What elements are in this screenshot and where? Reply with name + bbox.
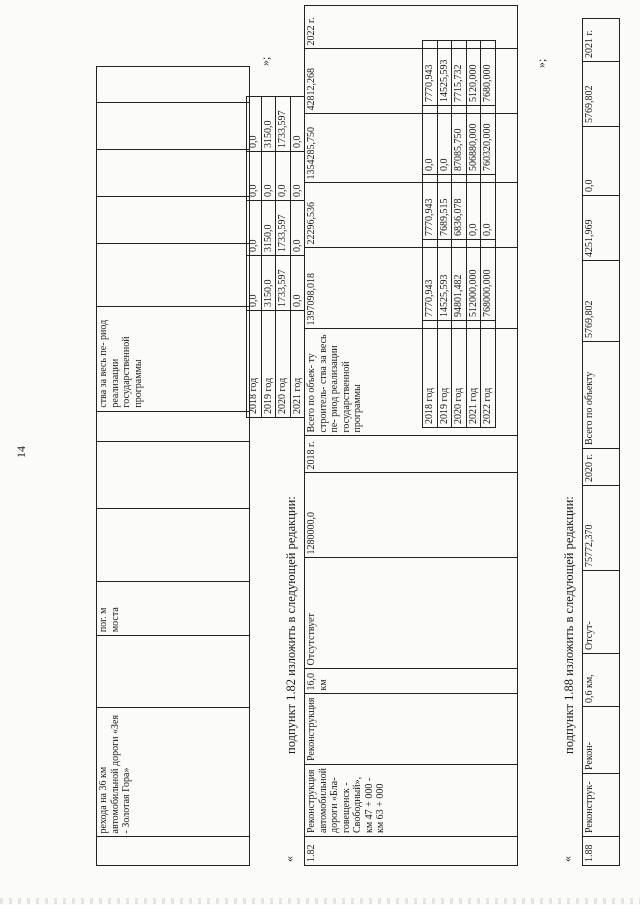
table-row: 1.82 Реконструкция автомобильной дороги «Бла- говещенск - Свободный», км 47 + 000 - км 63 + 000 Реконструкция 16,0 км Отсутствует 1280000,0 2018 г. Всего по объек- ту строитель- ства за весь пе- риод реализации государственной программы 1397098,018 22296,536 1354285,750 42812,268 2022 г.	[305, 6, 518, 866]
table-row: 2021 год 0,0 0,0 0,0 0,0	[290, 97, 305, 418]
heading-182: подпункт 1.82 изложить в следующей редакции:	[284, 496, 298, 754]
deadline: 2022 г.	[305, 6, 518, 49]
table-row: 2018 год 7770,943 7770,943 0,0 7770,943	[423, 41, 438, 428]
top-fragment-years	[246, 96, 305, 418]
closing-quote-top: »;	[258, 56, 272, 66]
unit-cell: пог. м моста	[97, 581, 250, 635]
estimate-cost: 1280000,0	[305, 473, 518, 558]
total-label-cell: ства за весь пе- риод реализации государственной программы	[97, 306, 250, 411]
capacity: 16,0 км	[305, 669, 518, 694]
item-188-table	[582, 18, 620, 866]
table-row: 1.88 Реконструк- Рекон- 0,6 км, Отсут- 75772,370 2020 г. Всего по объекту 5769,802 4251,969 0,0 5769,802 2021 г.	[583, 19, 620, 866]
object-name: Реконструкция автомобильной дороги «Бла- говещенск - Свободный», км 47 + 000 - км 63 + 000	[305, 765, 518, 837]
item-182-years	[422, 40, 496, 428]
table-row: 2020 год 94801,482 6836,078 87085,750 7715,732	[452, 41, 467, 428]
item-num: 1.82	[305, 837, 518, 866]
object-name-cell: рехода на 36 км автомобильной дороги «Зея - Золотая Гора»	[97, 707, 250, 837]
year-done: 2018 г.	[305, 436, 518, 473]
top-fragment-table	[96, 66, 250, 866]
total-label: Всего по объек- ту строитель- ства за весь пе- риод реализации государственной программы	[305, 329, 518, 436]
heading-188: подпункт 1.88 изложить в следующей редакции:	[562, 496, 576, 754]
existing-docs: Отсутствует	[305, 558, 518, 669]
open-quote-182: «	[282, 856, 296, 862]
scan-edge-dots	[0, 898, 640, 904]
work-kind: Реконструкция	[305, 694, 518, 765]
table-row: 2022 год 768000,000 0,0 760320,000 7680,000	[481, 41, 496, 428]
table-row: 2018 год 0,0 0,0 0,0 0,0	[247, 97, 262, 418]
open-quote-188: «	[560, 856, 574, 862]
table-row: 2019 год 3150,0 3150,0 0,0 3150,0	[261, 97, 276, 418]
table-row: 2021 год 512000,000 0,0 506880,000 5120,000	[466, 41, 481, 428]
table-row: 2019 год 14525,593 7689,515 0,0 14525,593	[437, 41, 452, 428]
table-row: 2020 год 1733,597 1733,597 0,0 1733,597	[276, 97, 291, 418]
page-number: 14	[14, 446, 28, 458]
closing-quote-182: »;	[534, 58, 548, 68]
